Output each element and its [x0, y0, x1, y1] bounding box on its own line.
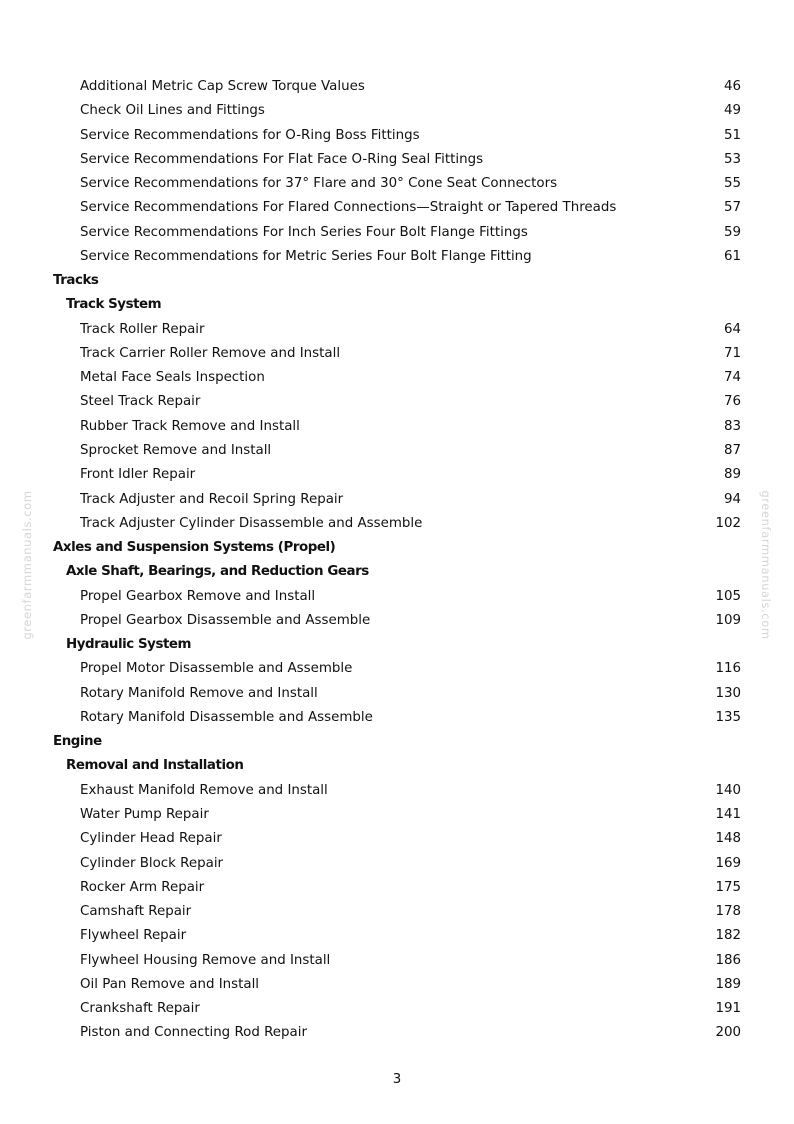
toc-entry-page: 87 — [723, 442, 741, 458]
toc-entry-title: Metal Face Seals Inspection — [80, 370, 265, 386]
toc-entry-title: Camshaft Repair — [80, 904, 192, 920]
toc-entry-page: 57 — [723, 200, 741, 216]
toc-entry[interactable] — [0, 148, 794, 172]
toc-entry-page: 178 — [715, 904, 741, 920]
toc-entry-page: 46 — [723, 79, 741, 94]
toc-entry-title: Hydraulic System — [66, 637, 192, 653]
toc-entry-page: 51 — [723, 127, 741, 143]
toc-entry-page: 200 — [715, 1025, 741, 1041]
toc-entry-page: 102 — [715, 515, 741, 531]
watermark-right: greenfarmmanuals.com — [759, 490, 773, 640]
toc-entry-page: 94 — [723, 491, 741, 507]
toc-entry[interactable] — [0, 997, 794, 1021]
toc-entry-title: Axle Shaft, Bearings, and Reduction Gears — [66, 564, 369, 580]
toc-entry[interactable] — [0, 706, 794, 730]
toc-entry-title: Exhaust Manifold Remove and Install — [80, 782, 328, 798]
toc-entry-title: Track Adjuster Cylinder Disassemble and Assemble — [80, 515, 423, 531]
toc-entry-title: Piston and Connecting Rod Repair — [80, 1025, 307, 1041]
toc-entry[interactable] — [0, 657, 794, 681]
toc-entry[interactable] — [0, 439, 794, 463]
toc-entry[interactable] — [0, 973, 794, 997]
toc-entry-title: Flywheel Housing Remove and Install — [80, 952, 331, 968]
toc-entry-title: Crankshaft Repair — [80, 1001, 200, 1017]
toc-entry[interactable] — [0, 924, 794, 948]
toc-entry[interactable] — [0, 196, 794, 220]
toc-entry-page: 76 — [723, 394, 741, 410]
toc-entry-page: 116 — [715, 661, 741, 677]
toc-entry-page: 130 — [715, 685, 741, 701]
toc-entry-page: 74 — [723, 370, 741, 386]
toc-entry[interactable] — [0, 245, 794, 269]
toc-entry-title: Service Recommendations For Inch Series Four Bolt Flange Fittings — [80, 224, 528, 240]
toc-entry-title: Sprocket Remove and Install — [80, 442, 272, 458]
toc-entry-page: 191 — [715, 1001, 741, 1017]
toc-subsection-heading — [0, 754, 794, 778]
toc-entry[interactable] — [0, 803, 794, 827]
toc-entry[interactable] — [0, 949, 794, 973]
toc-entry[interactable] — [0, 682, 794, 706]
toc-entry[interactable] — [0, 318, 794, 342]
toc-entry-page: 140 — [715, 782, 741, 798]
toc-entry[interactable] — [0, 852, 794, 876]
toc-entry-page: 135 — [715, 709, 741, 725]
toc-entry-title: Rubber Track Remove and Install — [80, 418, 300, 434]
toc-entry[interactable] — [0, 415, 794, 439]
toc-entry-page: 182 — [715, 928, 741, 944]
toc-entry-title: Additional Metric Cap Screw Torque Values — [80, 79, 365, 94]
toc-entry[interactable] — [0, 172, 794, 196]
toc-entry-title: Track Carrier Roller Remove and Install — [80, 345, 341, 361]
toc-entry[interactable] — [0, 463, 794, 487]
toc-entry-page: 49 — [723, 103, 741, 119]
page-number: 3 — [392, 1072, 402, 1087]
toc-entry-title: Track Adjuster and Recoil Spring Repair — [80, 491, 344, 507]
toc-entry-title: Track Roller Repair — [80, 321, 205, 337]
toc-entry-title: Steel Track Repair — [80, 394, 201, 410]
toc-entry-page: 189 — [715, 976, 741, 992]
toc-entry-page: 141 — [715, 806, 741, 822]
toc-entry[interactable] — [0, 609, 794, 633]
toc-entry[interactable] — [0, 488, 794, 512]
toc-section-heading — [0, 536, 794, 560]
toc-entry-title: Track System — [66, 297, 162, 313]
toc-entry-page: 64 — [723, 321, 741, 337]
toc-entry-page: 59 — [723, 224, 741, 240]
toc-entry-title: Tracks — [53, 273, 99, 289]
toc-entry-title: Cylinder Head Repair — [80, 831, 222, 847]
toc-entry-title: Water Pump Repair — [80, 806, 209, 822]
toc-subsection-heading — [0, 633, 794, 657]
watermark-left: greenfarmmanuals.com — [20, 490, 34, 640]
toc-entry-title: Check Oil Lines and Fittings — [80, 103, 265, 119]
toc-subsection-heading — [0, 560, 794, 584]
toc-entry-page: 186 — [715, 952, 741, 968]
toc-entry-title: Service Recommendations for O-Ring Boss Fittings — [80, 127, 420, 143]
toc-entry[interactable] — [0, 390, 794, 414]
toc-entry[interactable] — [0, 900, 794, 924]
toc-entry[interactable] — [0, 221, 794, 245]
table-of-contents — [0, 75, 794, 1046]
toc-entry[interactable] — [0, 1021, 794, 1045]
toc-entry-title: Service Recommendations for Metric Series Four Bolt Flange Fitting — [80, 248, 532, 264]
toc-entry-page: 89 — [723, 467, 741, 483]
toc-entry-page: 109 — [715, 612, 741, 628]
toc-entry-title: Engine — [53, 734, 102, 750]
toc-entry-page: 61 — [723, 248, 741, 264]
toc-entry-title: Service Recommendations for 37° Flare and 30° Cone Seat Connectors — [80, 176, 558, 192]
toc-entry-page: 169 — [715, 855, 741, 871]
toc-entry-page: 148 — [715, 831, 741, 847]
toc-entry-title: Propel Motor Disassemble and Assemble — [80, 661, 353, 677]
toc-entry[interactable] — [0, 75, 794, 99]
toc-entry-title: Axles and Suspension Systems (Propel) — [53, 540, 336, 556]
toc-entry-page: 55 — [723, 176, 741, 192]
toc-entry-title: Rotary Manifold Disassemble and Assemble — [80, 709, 373, 725]
toc-section-heading — [0, 730, 794, 754]
toc-entry[interactable] — [0, 366, 794, 390]
toc-section-heading — [0, 269, 794, 293]
toc-entry-page: 71 — [723, 345, 741, 361]
toc-subsection-heading — [0, 293, 794, 317]
toc-entry-title: Propel Gearbox Disassemble and Assemble — [80, 612, 371, 628]
toc-entry[interactable] — [0, 779, 794, 803]
toc-entry-title: Propel Gearbox Remove and Install — [80, 588, 316, 604]
toc-entry[interactable] — [0, 99, 794, 123]
toc-entry[interactable] — [0, 827, 794, 851]
toc-entry[interactable] — [0, 876, 794, 900]
toc-entry-title: Flywheel Repair — [80, 928, 187, 944]
toc-entry-title: Service Recommendations For Flat Face O-Ring Seal Fittings — [80, 151, 484, 167]
toc-entry-page: 53 — [723, 151, 741, 167]
toc-entry[interactable] — [0, 585, 794, 609]
toc-entry-title: Removal and Installation — [66, 758, 244, 774]
toc-entry-title: Rocker Arm Repair — [80, 879, 205, 895]
toc-entry[interactable] — [0, 512, 794, 536]
toc-entry[interactable] — [0, 124, 794, 148]
toc-entry-title: Rotary Manifold Remove and Install — [80, 685, 318, 701]
toc-entry-title: Oil Pan Remove and Install — [80, 976, 260, 992]
toc-entry-title: Cylinder Block Repair — [80, 855, 224, 871]
toc-entry-title: Front Idler Repair — [80, 467, 196, 483]
toc-entry-page: 83 — [723, 418, 741, 434]
toc-entry-page: 105 — [715, 588, 741, 604]
toc-entry[interactable] — [0, 342, 794, 366]
toc-entry-page: 175 — [715, 879, 741, 895]
toc-entry-title: Service Recommendations For Flared Connections—Straight or Tapered Threads — [80, 200, 617, 216]
